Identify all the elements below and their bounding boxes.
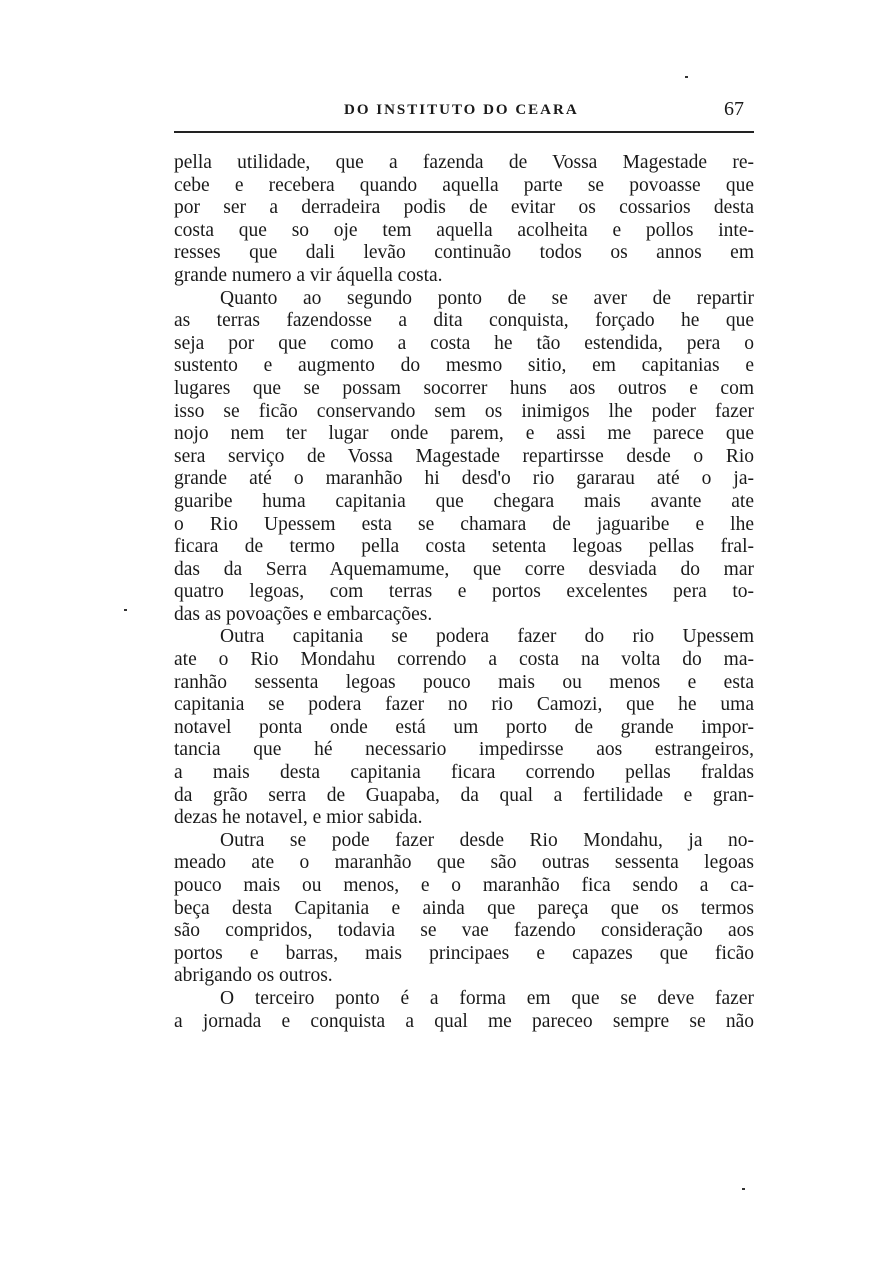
- text-line: resses que dali levão continuão todos os annos em: [174, 242, 754, 264]
- text-line: lugares que se possam socorrer huns aos outros e com: [174, 377, 754, 399]
- text-line: O terceiro ponto é a forma em que se deve fazer: [220, 987, 754, 1009]
- text-line: por ser a derradeira podis de evitar os cossarios desta: [174, 197, 754, 219]
- text-line: sustento e augmento do mesmo sitio, em capitanias e: [174, 355, 754, 377]
- speck-mark: [742, 1188, 745, 1190]
- text-line: pella utilidade, que a fazenda de Vossa Magestade re-: [174, 152, 754, 173]
- text-line: seja por que como a costa he tão estendida, pera o: [174, 332, 754, 354]
- text-line: quatro legoas, com terras e portos excelentes pera to-: [174, 581, 754, 603]
- text-line: meado ate o maranhão que são outras sessenta legoas: [174, 852, 754, 874]
- text-line: abrigando os outros.: [174, 965, 333, 987]
- speck-mark: [124, 609, 127, 611]
- text-line: capitania se podera fazer no rio Camozi, que he uma: [174, 694, 754, 716]
- header-rule: [174, 131, 754, 133]
- text-line: grande numero a vir áquella costa.: [174, 264, 443, 286]
- text-line: sera serviço de Vossa Magestade repartirsse desde o Rio: [174, 445, 754, 467]
- text-line: pouco mais ou menos, e o maranhão fica sendo a ca-: [174, 875, 754, 896]
- text-line: cebe e recebera quando aquella parte se povoasse que: [174, 174, 754, 196]
- text-line: a jornada e conquista a qual me pareceo sempre se não: [174, 1010, 754, 1032]
- text-line: notavel ponta onde está um porto de grande impor-: [174, 716, 754, 738]
- text-line: nojo nem ter lugar onde parem, e assi me parece que: [174, 423, 754, 445]
- text-line: as terras fazendosse a dita conquista, forçado he que: [174, 310, 754, 332]
- body-text: [174, 152, 754, 1033]
- running-header: [174, 100, 754, 128]
- text-line: Outra capitania se podera fazer do rio Upessem: [220, 626, 754, 648]
- text-line: ranhão sessenta legoas pouco mais ou menos e esta: [174, 671, 754, 693]
- text-line: ficara de termo pella costa setenta legoas pellas fral-: [174, 536, 754, 558]
- text-line: portos e barras, mais principaes e capazes que ficão: [174, 942, 754, 964]
- text-line: tancia que hé necessario impedirsse aos estrangeiros,: [174, 739, 754, 761]
- text-line: Quanto ao segundo ponto de se aver de repartir: [220, 287, 754, 309]
- speck-mark: [685, 76, 688, 78]
- text-line: das da Serra Aquemamume, que corre desviada do mar: [174, 558, 754, 580]
- running-header-title: DO INSTITUTO DO CEARA: [344, 102, 579, 118]
- text-line: são compridos, todavia se vae fazendo consideração aos: [174, 920, 754, 942]
- text-line: costa que so oje tem aquella acolheita e pollos inte-: [174, 219, 754, 241]
- text-line: o Rio Upessem esta se chamara de jaguaribe e lhe: [174, 513, 754, 535]
- page-number: 67: [724, 98, 744, 120]
- text-line: grande até o maranhão hi desd'o rio gararau até o ja-: [174, 468, 754, 490]
- text-line: Outra se pode fazer desde Rio Mondahu, ja no-: [220, 829, 754, 851]
- text-line: a mais desta capitania ficara correndo pellas fraldas: [174, 762, 754, 784]
- text-line: da grão serra de Guapaba, da qual a fertilidade e gran-: [174, 784, 754, 806]
- text-line: beça desta Capitania e ainda que pareça que os termos: [174, 897, 754, 919]
- text-line: das as povoações e embarcações.: [174, 603, 433, 625]
- text-line: guaribe huma capitania que chegara mais avante ate: [174, 490, 754, 512]
- text-line: isso se ficão conservando sem os inimigos lhe poder fazer: [174, 400, 754, 422]
- text-line: dezas he notavel, e mior sabida.: [174, 807, 423, 829]
- text-line: ate o Rio Mondahu correndo a costa na volta do ma-: [174, 649, 754, 671]
